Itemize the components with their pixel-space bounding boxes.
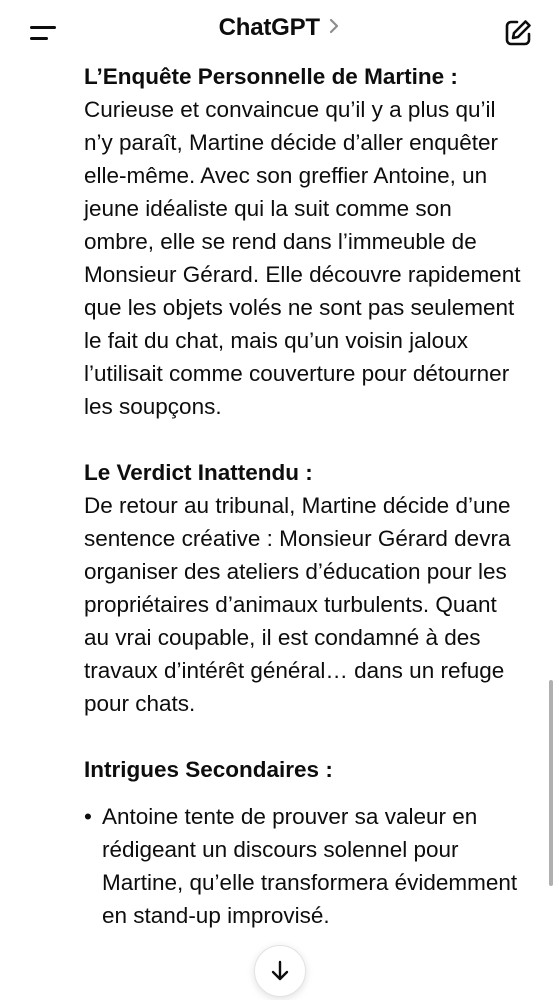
- bullet-list: [84, 800, 524, 932]
- section-paragraph: Curieuse et convaincue qu’il y a plus qu’il n’y paraît, Martine décide d’aller enquêter elle-même. Avec son greffier Antoine, un jeune idéaliste qui la suit comme son ombre, elle se rend dans l’immeuble de Monsieur Gérard. Elle découvre rapidement que les objets volés ne sont pas seulement le fait du chat, mais qu’un voisin jaloux l’utilisait comme couverture pour détourner les soupçons.: [84, 97, 521, 419]
- scrollbar[interactable]: [549, 680, 553, 886]
- section-heading: Le Verdict Inattendu :: [84, 460, 313, 485]
- assistant-message: [84, 60, 524, 932]
- chevron-right-icon: [328, 17, 340, 40]
- arrow-down-icon: [269, 959, 291, 983]
- section-heading: Intrigues Secondaires :: [84, 757, 333, 782]
- section-heading: L’Enquête Personnelle de Martine :: [84, 64, 458, 89]
- section-paragraph: De retour au tribunal, Martine décide d’une sentence créative : Monsieur Gérard devra organiser des ateliers d’éducation pour les propriétaires d’animaux turbulents. Quant au vrai coupable, il est condamné à des travaux d’intérêt général… dans un refuge pour chats.: [84, 493, 511, 716]
- list-item: • Antoine tente de prouver sa valeur en rédigeant un discours solennel pour Martine, qu’elle transformera évidemment en stand-up improvisé.: [84, 800, 524, 932]
- new-chat-button[interactable]: [501, 16, 535, 50]
- model-selector[interactable]: [0, 14, 559, 42]
- top-bar: [0, 0, 559, 62]
- scroll-to-bottom-button[interactable]: [254, 945, 306, 997]
- bullet-icon: •: [84, 804, 92, 829]
- new-chat-icon: [501, 16, 535, 50]
- app-title: ChatGPT: [218, 14, 320, 41]
